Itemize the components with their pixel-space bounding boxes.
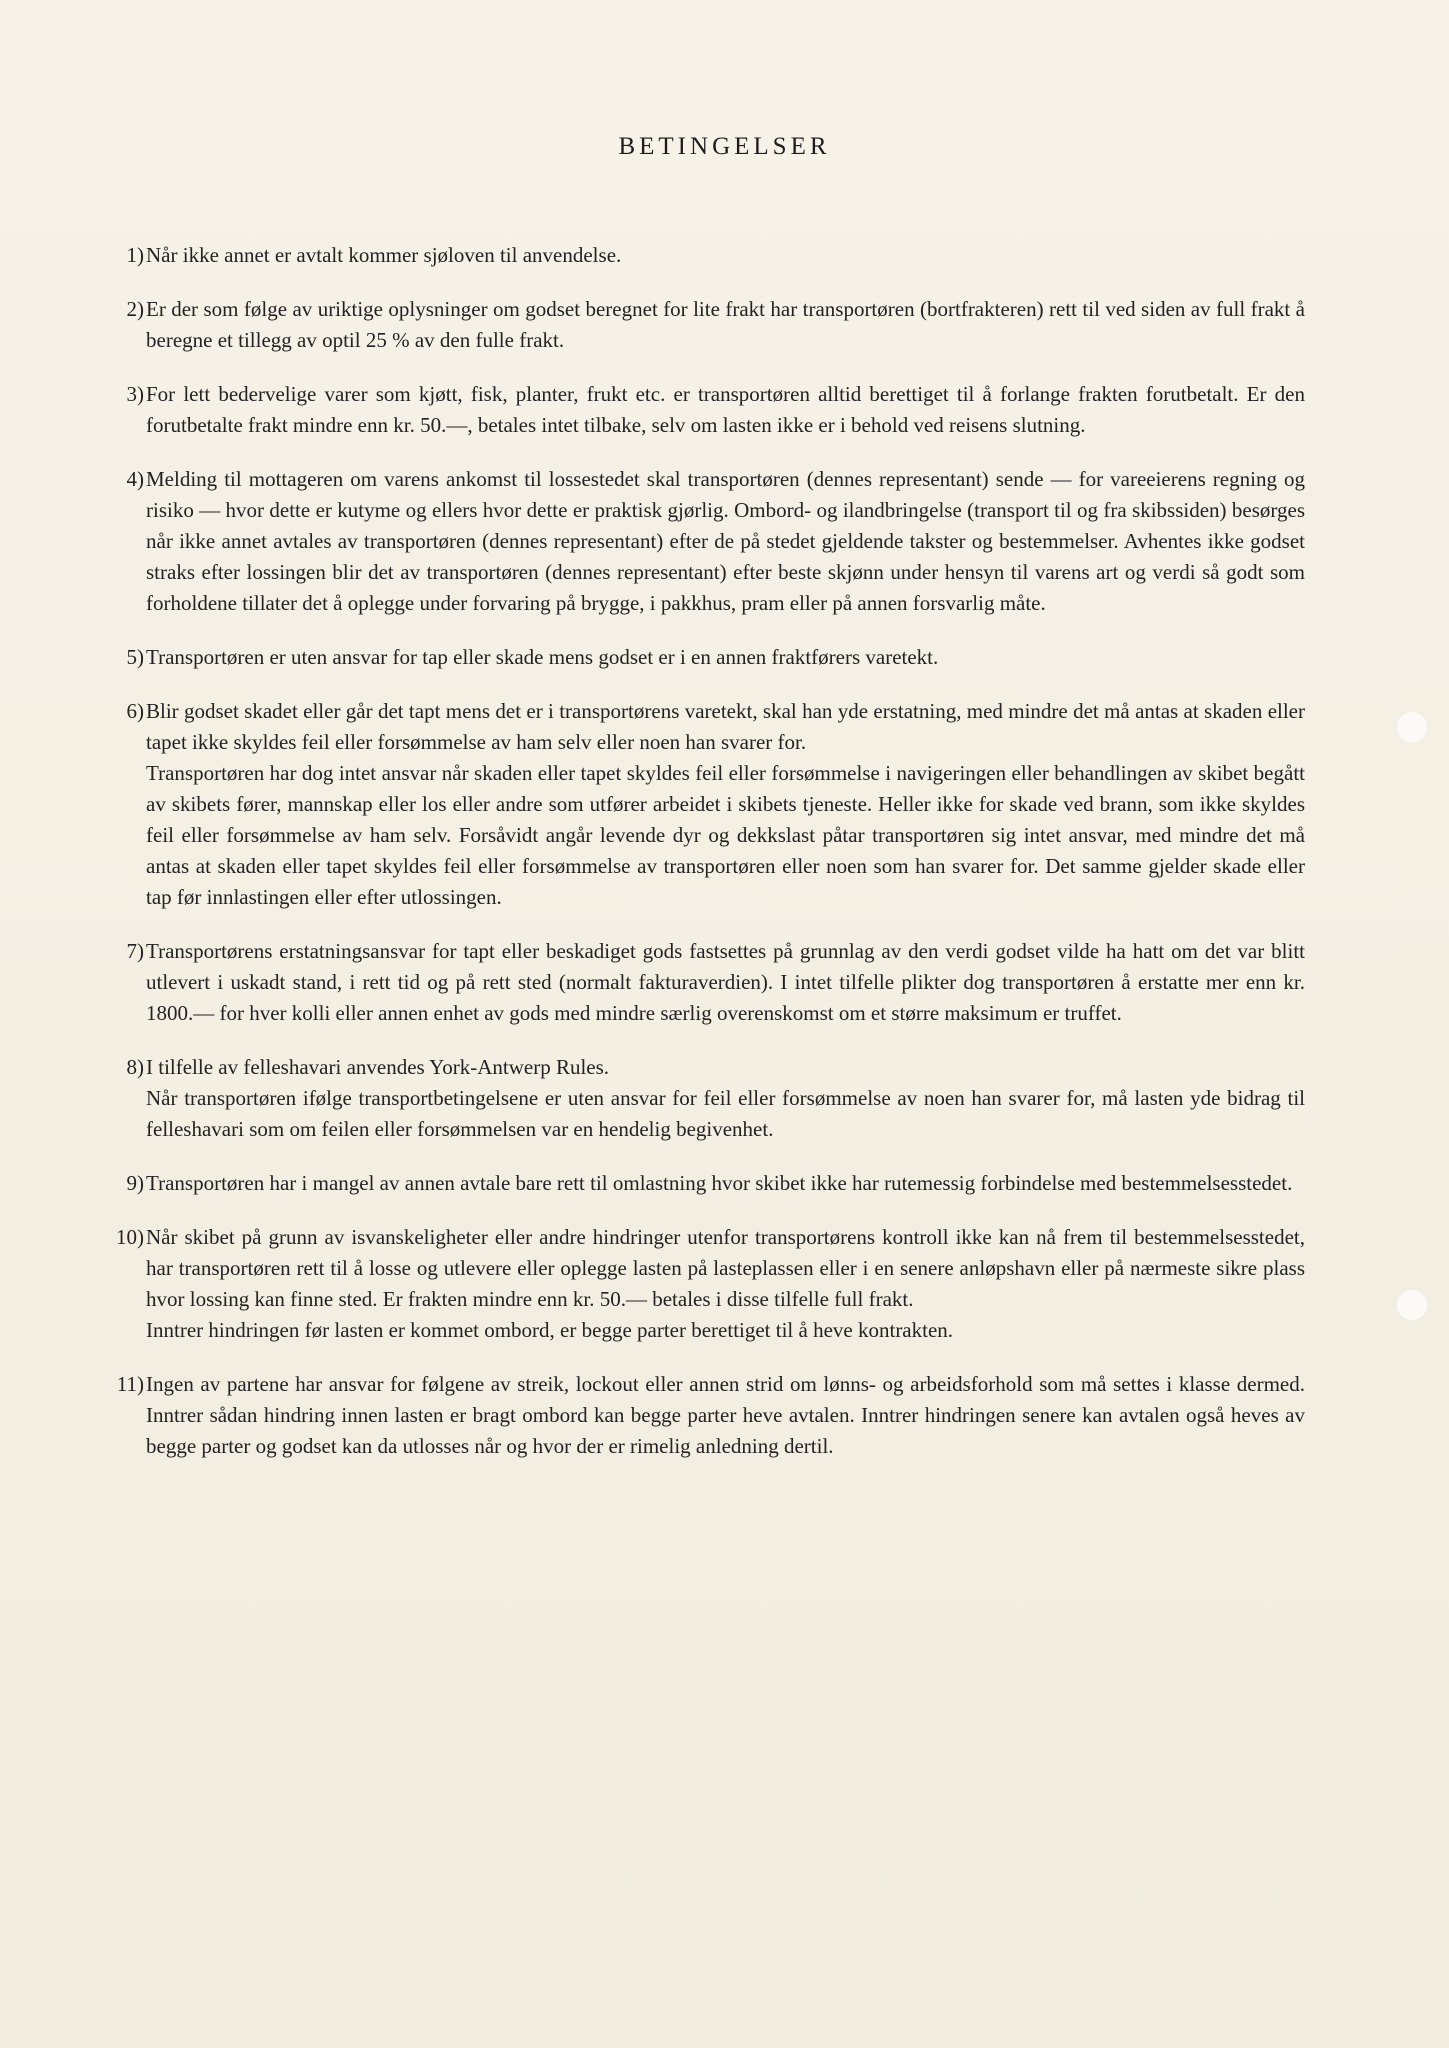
clause-text: Transportøren er uten ansvar for tap eller skade mens godset er i en annen fraktførers varetekt. (146, 645, 939, 669)
clause-text: Når ikke annet er avtalt kommer sjøloven til anvendelse. (146, 243, 622, 267)
clause-number: 8) (126, 1055, 144, 1079)
clause-11 (100, 1369, 1305, 1462)
clause-number: 4) (126, 467, 144, 491)
clause-number: 2) (126, 297, 144, 321)
clause-text: Når skibet på grunn av isvanskeligheter eller andre hindringer utenfor transportørens kontroll ikke kan nå frem til bestemmelsesstedet, har transportøren rett til å losse og utlevere eller oplegge lasten på lasteplassen eller i en senere anløpshavn eller på nærmeste sikre plass hvor lossing kan finne sted. Er frakten mindre enn kr. 50.— betales i disse tilfelle full frakt. (146, 1225, 1305, 1311)
document-title: BETINGELSER (618, 133, 831, 160)
clause-6 (100, 696, 1305, 913)
clause-number: 5) (126, 645, 144, 669)
clause-number: 7) (126, 939, 144, 963)
clause-number: 3) (126, 382, 144, 406)
punch-hole (1397, 712, 1427, 742)
clause-text: Transportørens erstatningsansvar for tapt eller beskadiget gods fastsettes på grunnlag av den verdi godset vilde ha hatt om det var blitt utlevert i uskadt stand, i rett tid og på rett sted (normalt fakturaverdien). I intet tilfelle plikter dog transportøren å erstatte mer enn kr. 1800.— for hver kolli eller annen enhet av gods med mindre særlig overenskomst om et større maksimum er truffet. (146, 939, 1305, 1025)
clause-number: 10) (116, 1225, 144, 1249)
clause-1 (100, 240, 1305, 271)
punch-hole (1397, 1290, 1427, 1320)
clause-4 (100, 464, 1305, 619)
clause-text: Når transportøren ifølge transportbetingelsene er uten ansvar for feil eller forsømmelse av noen han svarer for, må lasten yde bidrag til felleshavari som om feilen eller forsømmelsen var en hendelig begivenhet. (146, 1086, 1305, 1141)
clause-text: Transportøren har dog intet ansvar når skaden eller tapet skyldes feil eller forsømmelse i navigeringen eller behandlingen av skibet begått av skibets fører, mannskap eller los eller andre som utfører arbeidet i skibets tjeneste. Heller ikke for skade ved brann, som ikke skyldes feil eller forsømmelse av ham selv. Forsåvidt angår levende dyr og dekkslast påtar transportøren sig intet ansvar, med mindre det må antas at skaden eller tapet skyldes feil eller forsømmelse av transportøren eller noen som han svarer for. Det samme gjelder skade eller tap før innlastingen eller efter utlossingen. (146, 761, 1305, 909)
clause-7 (100, 936, 1305, 1029)
clause-8 (100, 1052, 1305, 1145)
clause-text: Melding til mottageren om varens ankomst til lossestedet skal transportøren (dennes representant) sende — for vareeierens regning og risiko — hvor dette er kutyme og ellers hvor dette er praktisk gjørlig. Ombord- og ilandbringelse (transport til og fra skibssiden) besørges når ikke annet avtales av transportøren (dennes representant) efter de på stedet gjeldende takster og bestemmelser. Avhentes ikke godset straks efter lossingen blir det av transportøren (dennes representant) efter beste skjønn under hensyn til varens art og verdi så godt som forholdene tillater det å oplegge under forvaring på brygge, i pakkhus, pram eller på annen forsvarlig måte. (146, 467, 1305, 615)
clause-text: Er der som følge av uriktige oplysninger om godset beregnet for lite frakt har transportøren (bortfrakteren) rett til ved siden av full frakt å beregne et tillegg av optil 25 % av den fulle frakt. (146, 297, 1305, 352)
clause-text: Transportøren har i mangel av annen avtale bare rett til omlastning hvor skibet ikke har rutemessig forbindelse med bestemmelsesstedet. (146, 1171, 1293, 1195)
clause-9 (100, 1168, 1305, 1199)
clause-number: 11) (116, 1372, 144, 1396)
clause-text: For lett bedervelige varer som kjøtt, fisk, planter, frukt etc. er transportøren alltid berettiget til å forlange frakten forutbetalt. Er den forutbetalte frakt mindre enn kr. 50.—, betales intet tilbake, selv om lasten ikke er i behold ved reisens slutning. (146, 382, 1305, 437)
clause-text: Ingen av partene har ansvar for følgene av streik, lockout eller annen strid om lønns- og arbeidsforhold som må settes i klasse dermed. Inntrer sådan hindring innen lasten er bragt ombord kan begge parter heve avtalen. Inntrer hindringen senere kan avtalen også heves av begge parter og godset kan da utlosses når og hvor der er rimelig anledning dertil. (146, 1372, 1305, 1458)
clause-text: Inntrer hindringen før lasten er kommet ombord, er begge parter berettiget til å heve kontrakten. (146, 1318, 954, 1342)
clause-3 (100, 379, 1305, 441)
clause-number: 9) (126, 1171, 144, 1195)
clause-text: I tilfelle av felleshavari anvendes York-Antwerp Rules. (146, 1055, 610, 1079)
clause-list (100, 240, 1305, 1485)
clause-5 (100, 642, 1305, 673)
clause-number: 6) (126, 699, 144, 723)
clause-2 (100, 294, 1305, 356)
clause-number: 1) (126, 243, 144, 267)
clause-text: Blir godset skadet eller går det tapt mens det er i transportørens varetekt, skal han yde erstatning, med mindre det må antas at skaden eller tapet ikke skyldes feil eller forsømmelse av ham selv eller noen han svarer for. (146, 699, 1305, 754)
clause-10 (100, 1222, 1305, 1346)
